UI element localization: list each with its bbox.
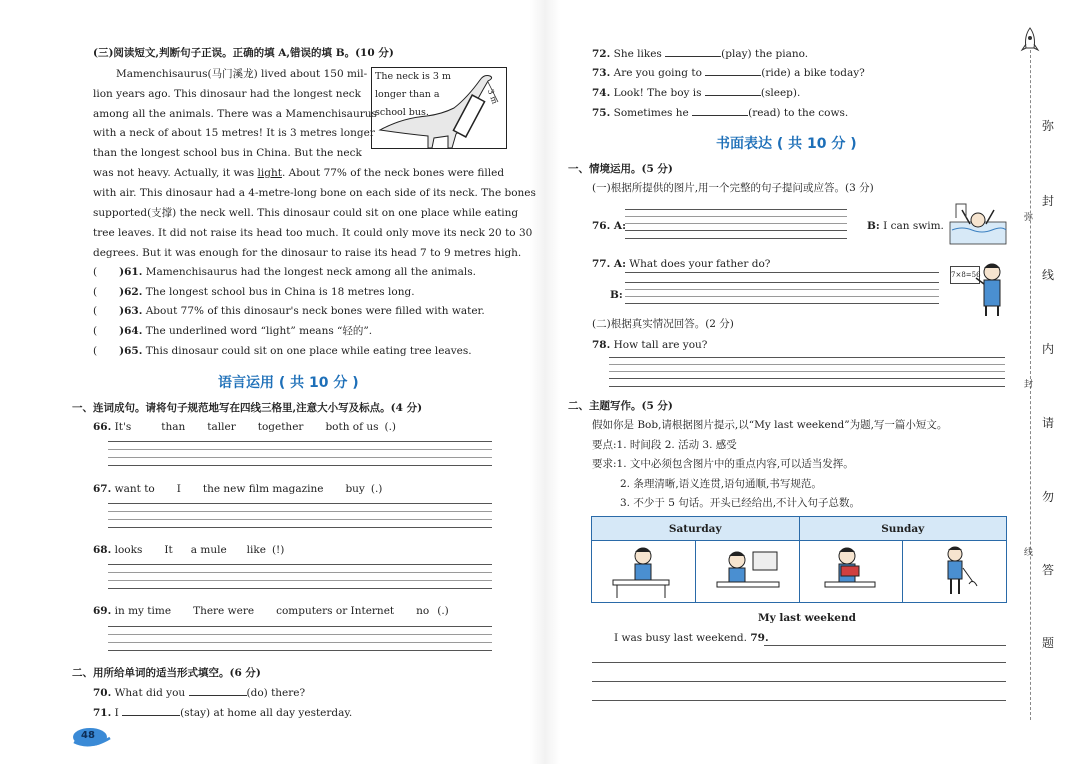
writing-line [108, 457, 492, 458]
margin-small-char: 弥 [1024, 213, 1034, 223]
question-62: ( )62. The longest school bus in China is 18 metres long. [93, 286, 415, 298]
writing-req-2: 2. 条理清晰,语义连贯,语句通顺,书写规范。 [620, 478, 822, 490]
question-75: 75. Sometimes he (read) to the cows. [592, 107, 849, 119]
passage-line: tree leaves. It did not raise its head too much. It could only move its neck 20 to 30 [93, 227, 533, 239]
answer-blank[interactable] [189, 686, 247, 696]
writing-line [108, 572, 492, 573]
margin-char: 题 [1042, 636, 1055, 650]
writing-line [609, 386, 1005, 387]
writing-line [108, 634, 492, 635]
writing-line[interactable] [764, 645, 1006, 646]
writing-line [108, 465, 492, 466]
writing-line[interactable] [592, 700, 1006, 701]
question-71: 71. I (stay) at home all day yesterday. [93, 707, 353, 719]
question-67: 67. want to I the new film magazine buy (.) [93, 483, 383, 495]
answer-blank[interactable] [692, 106, 748, 116]
question-74: 74. Look! The boy is (sleep). [592, 87, 801, 99]
writing-line [108, 580, 492, 581]
rocket-icon [1018, 26, 1042, 54]
question-70: 70. What did you (do) there? [93, 687, 306, 699]
page-number: 48 [81, 730, 95, 741]
part2-title-right: 二、主题写作。(5 分) [568, 400, 673, 412]
writing-line[interactable] [592, 662, 1006, 663]
passage-line: than the longest school bus in China. But the neck [93, 147, 362, 159]
picture-computer [695, 541, 799, 603]
writing-line [609, 378, 1005, 379]
passage-line: was not heavy. Actually, it was light. About 77% of the neck bones were filled [93, 167, 505, 179]
question-72: 72. She likes (play) the piano. [592, 48, 809, 60]
writing-line [108, 449, 492, 450]
teacher-picture [948, 258, 1008, 318]
passage-line: among all the animals. There was a Mamenchisaurus [93, 108, 377, 120]
part1-title-right: 一、情境运用。(5 分) [568, 163, 673, 175]
question-64: ( )64. The underlined word “light” means “轻的”. [93, 325, 373, 337]
boy-writing-icon [603, 542, 683, 598]
writing-line[interactable] [592, 681, 1006, 682]
margin-char: 答 [1042, 563, 1055, 577]
margin-char: 弥 [1042, 119, 1055, 133]
question-63: ( )63. About 77% of this dinosaur's neck bones were filled with water. [93, 305, 485, 317]
writing-line [625, 296, 939, 297]
question-66: 66. It's than taller together both of us (.) [93, 421, 397, 433]
passage-line: with air. This dinosaur had a 4-metre-long bone on each side of its neck. The bones [93, 187, 536, 199]
boy-reading-icon [811, 542, 891, 598]
writing-points: 要点:1. 时间段 2. 活动 3. 感受 [592, 439, 737, 451]
writing-req-1: 要求:1. 文中必须包含图片中的重点内容,可以适当发挥。 [592, 458, 854, 470]
figure-caption: longer than a [375, 89, 440, 100]
margin-char: 内 [1042, 342, 1055, 356]
section-title-language: 语言运用 ( 共 10 分 ) [218, 375, 359, 391]
question-78: 78. How tall are you? [592, 339, 708, 351]
question-69: 69. in my time There were computers or Internet no (.) [93, 605, 449, 617]
writing-line [108, 519, 492, 520]
figure-caption: The neck is 3 m [375, 71, 451, 82]
sub-title-2: (二)根据真实情况回答。(2 分) [592, 318, 734, 330]
answer-blank[interactable] [705, 66, 761, 76]
table-header-sunday: Sunday [799, 517, 1007, 541]
question-77-b-label: B: [610, 289, 623, 301]
sub-title-1: (一)根据所提供的图片,用一个完整的句子提问或应答。(3 分) [592, 182, 874, 194]
essay-title: My last weekend [758, 612, 856, 624]
section-title-writing: 书面表达 ( 共 10 分 ) [716, 136, 857, 152]
figure-caption: school bus. [375, 107, 429, 118]
part1-title: 一、连词成句。请将句子规范地写在四线三格里,注意大小写及标点。(4 分) [72, 402, 423, 414]
boy-watering-icon [915, 542, 995, 598]
passage-line: supported(支撑) the neck well. This dinosaur could sit on one place while eating [93, 207, 519, 219]
margin-small-char: 线 [1024, 548, 1034, 558]
weekend-table [591, 516, 1007, 603]
writing-line [108, 650, 492, 651]
writing-line [625, 216, 847, 217]
writing-prompt: 假如你是 Bob,请根据图片提示,以“My last weekend”为题,写一篇小短文。 [592, 419, 948, 431]
picture-homework [592, 541, 696, 603]
writing-line[interactable] [108, 441, 492, 442]
writing-line[interactable] [108, 626, 492, 627]
writing-line [108, 588, 492, 589]
passage-line: degrees. But it was enough for the dinosaur to raise its head 7 to 9 metres high. [93, 247, 522, 259]
writing-line [625, 230, 847, 231]
question-73: 73. Are you going to (ride) a bike today? [592, 67, 865, 79]
writing-line [625, 223, 847, 224]
question-76-b: B: I can swim. [867, 220, 944, 232]
writing-line[interactable] [625, 209, 847, 210]
blackboard-text: 7×8=56 [950, 266, 980, 284]
margin-char: 请 [1042, 416, 1055, 430]
passage-line: with a neck of about 15 metres! It is 3 metres longer [93, 127, 375, 139]
part2-title: 二、用所给单词的适当形式填空。(6 分) [72, 667, 261, 679]
writing-line [108, 527, 492, 528]
writing-line[interactable] [625, 282, 939, 283]
margin-small-char: 封 [1024, 380, 1034, 390]
reading-title: (三)阅读短文,判断句子正误。正确的填 A,错误的填 B。(10 分) [93, 47, 394, 59]
passage-line: lion years ago. This dinosaur had the longest neck [93, 88, 362, 100]
question-61: ( )61. Mamenchisaurus had the longest neck among all the animals. [93, 266, 476, 278]
picture-watering [903, 541, 1007, 603]
margin-char: 封 [1042, 194, 1055, 208]
dinosaur-figure [371, 67, 507, 149]
teacher-illustration [948, 258, 1008, 318]
writing-req-3: 3. 不少于 5 句话。开头已经给出,不计入句子总数。 [620, 497, 861, 509]
swimming-boy-picture [948, 200, 1008, 246]
writing-line [609, 364, 1005, 365]
answer-blank[interactable] [122, 706, 180, 716]
table-header-saturday: Saturday [592, 517, 800, 541]
margin-char: 线 [1042, 268, 1055, 282]
writing-line [625, 303, 939, 304]
question-65: ( )65. This dinosaur could sit on one place while eating tree leaves. [93, 345, 472, 357]
boy-computer-icon [707, 542, 787, 598]
dinosaur-illustration [372, 68, 508, 150]
writing-line [108, 511, 492, 512]
passage-line: Mamenchisaurus(马门溪龙) lived about 150 mil- [116, 68, 368, 80]
answer-blank[interactable] [665, 47, 721, 57]
margin-char: 勿 [1042, 490, 1055, 504]
writing-line [625, 289, 939, 290]
question-77: 77. A: What does your father do? [592, 258, 771, 270]
essay-start: I was busy last weekend. 79. [614, 632, 769, 644]
writing-line[interactable] [609, 357, 1005, 358]
writing-line [625, 238, 847, 239]
writing-line [625, 272, 939, 273]
figure-label: 3 m [485, 87, 500, 106]
book-spine [530, 0, 560, 764]
answer-blank[interactable] [705, 86, 761, 96]
question-76-label: 76. A: [592, 220, 626, 232]
writing-line[interactable] [108, 564, 492, 565]
writing-line [108, 642, 492, 643]
page-number-badge [70, 726, 114, 748]
question-68: 68. looks It a mule like (!) [93, 544, 285, 556]
writing-line[interactable] [108, 503, 492, 504]
picture-reading [799, 541, 903, 603]
writing-line [609, 371, 1005, 372]
underlined-word-light: light [257, 167, 282, 179]
